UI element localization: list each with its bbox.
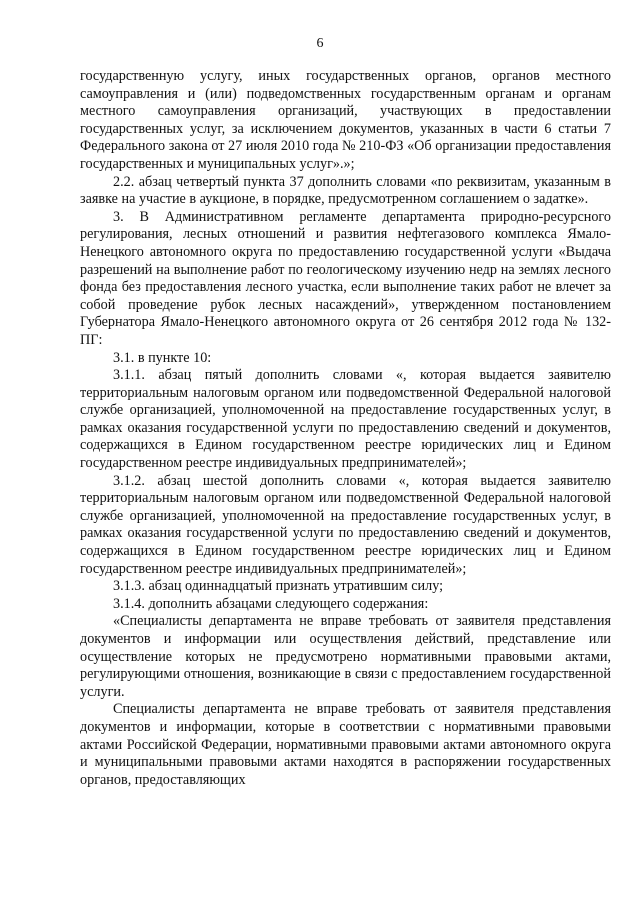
paragraph: 3.1.1. абзац пятый дополнить словами «, которая выдается заявителю территориальным налоговым органом или подведомственной Федеральной налоговой службе организацией, уполномоченной на предоставление государственных услуг, в рамках оказания государственной услуги по предоставлению сведений и документов, содержащихся в Едином государственном реестре юридических лиц и Едином государственном реестре индивидуальных предпринимателей»; — [80, 367, 611, 472]
document-body — [80, 68, 611, 789]
paragraph: 3.1.3. абзац одиннадцатый признать утратившим силу; — [113, 578, 444, 595]
paragraph: 3.1. в пункте 10: — [113, 349, 212, 366]
paragraph: 3.1.2. абзац шестой дополнить словами «, которая выдается заявителю территориальным налоговым органом или подведомственной Федеральной налоговой службе организацией, уполномоченной на предоставление государственных услуг, в рамках оказания государственной услуги по предоставлению сведений и документов, содержащихся в Едином государственном реестре юридических лиц и Едином государственном реестре индивидуальных предпринимателей»; — [80, 472, 611, 577]
paragraph: 3.1.4. дополнить абзацами следующего содержания: — [113, 595, 429, 612]
paragraph: 3. В Административном регламенте департамента природно-ресурсного регулирования, лесных отношений и развития нефтегазового комплекса Ямало-Ненецкого автономного округа по предоставлению государственной услуги «Выдача разрешений на выполнение работ по геологическому изучению недр на землях лесного фонда без предоставления лесного участка, если выполнение таких работ не влечет за собой проведение рубок лесных насаждений», утвержденном постановлением Губернатора Ямало-Ненецкого автономного округа от 26 сентября 2012 года № 132-ПГ: — [80, 208, 611, 348]
paragraph: «Специалисты департамента не вправе требовать от заявителя представления документов и информации или осуществления действий, представление или осуществление которых не предусмотрено нормативными правовыми актами, регулирующими отношения, возникающие в связи с предоставлением государственной услуги. — [80, 613, 611, 700]
paragraph: государственную услугу, иных государственных органов, органов местного самоуправления и (или) подведомственных государственным органам и органам местного самоуправления организаций, участвующих в предоставлении государственных услуг, за исключением документов, указанных в части 6 статьи 7 Федерального закона от 27 июля 2010 года № 210-ФЗ «Об организации предоставления государственных и муниципальных услуг».»; — [80, 68, 611, 172]
paragraph: 2.2. абзац четвертый пункта 37 дополнить словами «по реквизитам, указанным в заявке на участие в аукционе, в порядке, предусмотренном соглашением о задатке». — [80, 173, 611, 208]
page-number: 6 — [316, 36, 324, 51]
paragraph: Специалисты департамента не вправе требовать от заявителя представления документов и информации, которые в соответствии с нормативными правовыми актами Российской Федерации, нормативными правовыми актами автономного округа и муниципальными правовыми актами находятся в распоряжении государственных органов, предоставляющих — [80, 701, 611, 788]
